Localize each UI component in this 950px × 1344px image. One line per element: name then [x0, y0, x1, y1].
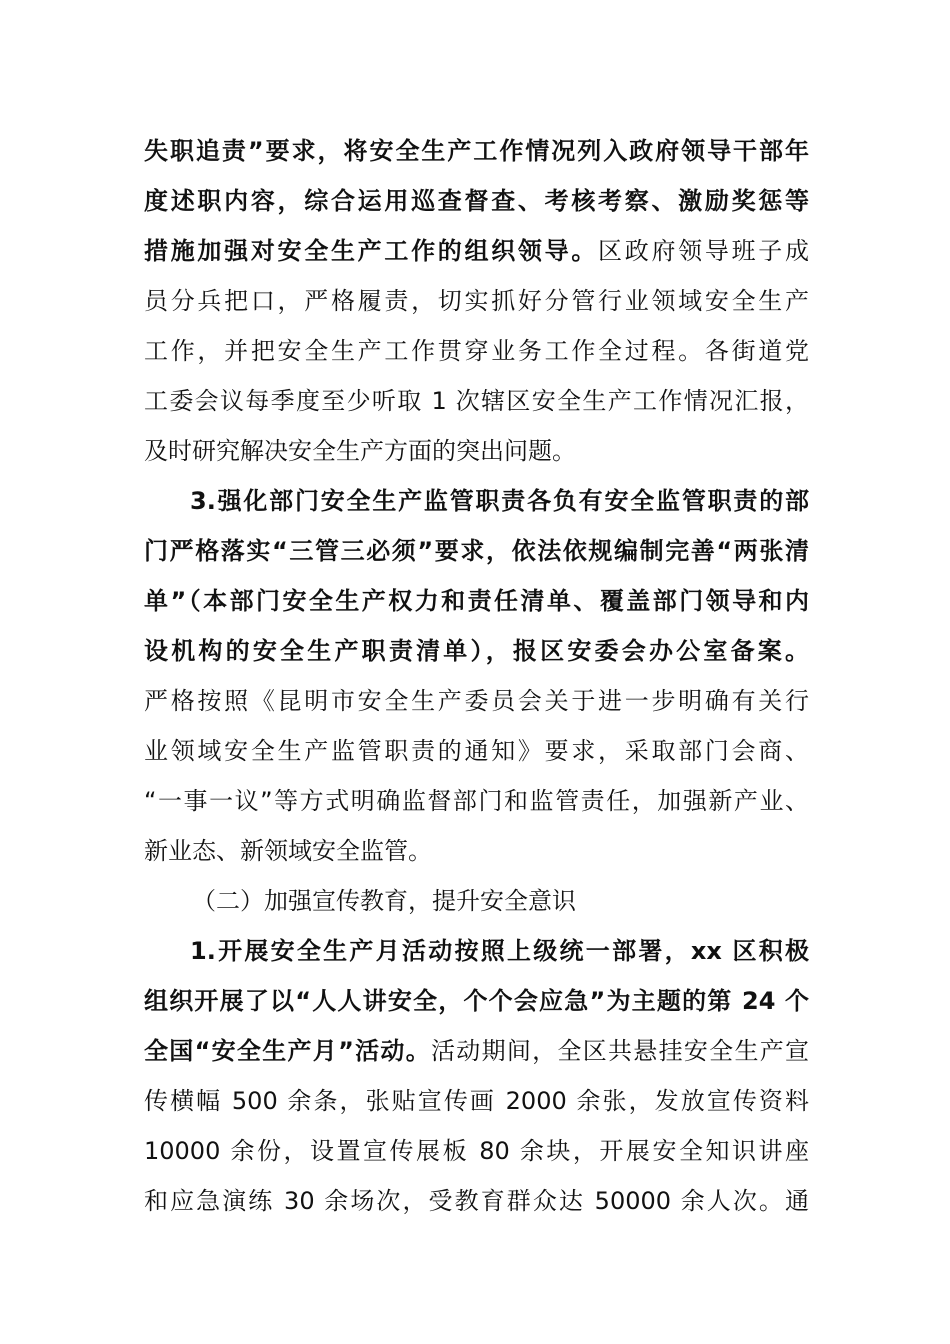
- body-text: “一事一议”等方式明确监督部门和监管责任，加强新产业、: [144, 787, 809, 815]
- paragraph-line: [144, 526, 809, 576]
- bold-text: 门严格落实“三管三必须”要求，依法依规编制完善“两张清: [144, 537, 809, 565]
- paragraph-line: [144, 126, 809, 176]
- paragraph-line: [144, 176, 809, 226]
- body-text: 传横幅 500 余条，张贴宣传画 2000 余张，发放宣传资料: [144, 1087, 809, 1115]
- document-page: [144, 126, 809, 1226]
- bold-text: 设机构的安全生产职责清单），报区安委会办公室备案。: [144, 637, 809, 665]
- paragraph-line: [144, 226, 809, 276]
- body-text: 业领域安全生产监管职责的通知》要求，采取部门会商、: [144, 737, 809, 765]
- body-text: 员分兵把口，严格履责，切实抓好分管行业领域安全生产: [144, 287, 809, 315]
- bold-text: 1.开展安全生产月活动按照上级统一部署，xx 区积极: [190, 937, 809, 965]
- bold-text: 组织开展了以“人人讲安全，个个会应急”为主题的第 24 个: [144, 987, 809, 1015]
- paragraph-line: [144, 276, 809, 326]
- paragraph-line: [144, 1026, 809, 1076]
- bold-text: 措施加强对安全生产工作的组织领导。: [144, 237, 599, 265]
- section-subheading: [144, 876, 809, 926]
- paragraph-line: [144, 1176, 809, 1226]
- paragraph-line: [144, 626, 809, 676]
- paragraph-line: [144, 1126, 809, 1176]
- body-text: 10000 余份，设置宣传展板 80 余块，开展安全知识讲座: [144, 1137, 809, 1165]
- paragraph-line: [144, 1076, 809, 1126]
- paragraph-line: [144, 826, 809, 876]
- body-text: 工委会议每季度至少听取 1 次辖区安全生产工作情况汇报，: [144, 387, 809, 415]
- paragraph-line: [144, 326, 809, 376]
- paragraph-line: [144, 776, 809, 826]
- body-text: 区政府领导班子成: [598, 237, 810, 265]
- paragraph-line: [144, 676, 809, 726]
- body-text: 和应急演练 30 余场次，受教育群众达 50000 余人次。通: [144, 1187, 809, 1215]
- paragraph-line: [144, 576, 809, 626]
- body-text: 工作，并把安全生产工作贯穿业务工作全过程。各街道党: [144, 337, 809, 365]
- paragraph-line: [144, 726, 809, 776]
- paragraph-line: [144, 376, 809, 426]
- bold-text: 3.强化部门安全生产监管职责各负有安全监管职责的部: [190, 487, 809, 515]
- bold-text: 失职追责”要求，将安全生产工作情况列入政府领导干部年: [144, 137, 809, 165]
- body-text: 活动期间，全区共悬挂安全生产宣: [431, 1037, 810, 1065]
- bold-text: 全国“安全生产月”活动。: [144, 1037, 431, 1065]
- body-text: 及时研究解决安全生产方面的突出问题。: [144, 437, 576, 465]
- bold-text: 度述职内容，综合运用巡查督查、考核考察、激励奖惩等: [144, 187, 809, 215]
- paragraph-line: [144, 476, 809, 526]
- paragraph-line: [144, 426, 809, 476]
- body-text: （二）加强宣传教育，提升安全意识: [192, 887, 576, 915]
- body-text: 严格按照《昆明市安全生产委员会关于进一步明确有关行: [144, 687, 809, 715]
- paragraph-line: [144, 926, 809, 976]
- body-text: 新业态、新领域安全监管。: [144, 837, 432, 865]
- paragraph-line: [144, 976, 809, 1026]
- bold-text: 单”（本部门安全生产权力和责任清单、覆盖部门领导和内: [144, 587, 809, 615]
